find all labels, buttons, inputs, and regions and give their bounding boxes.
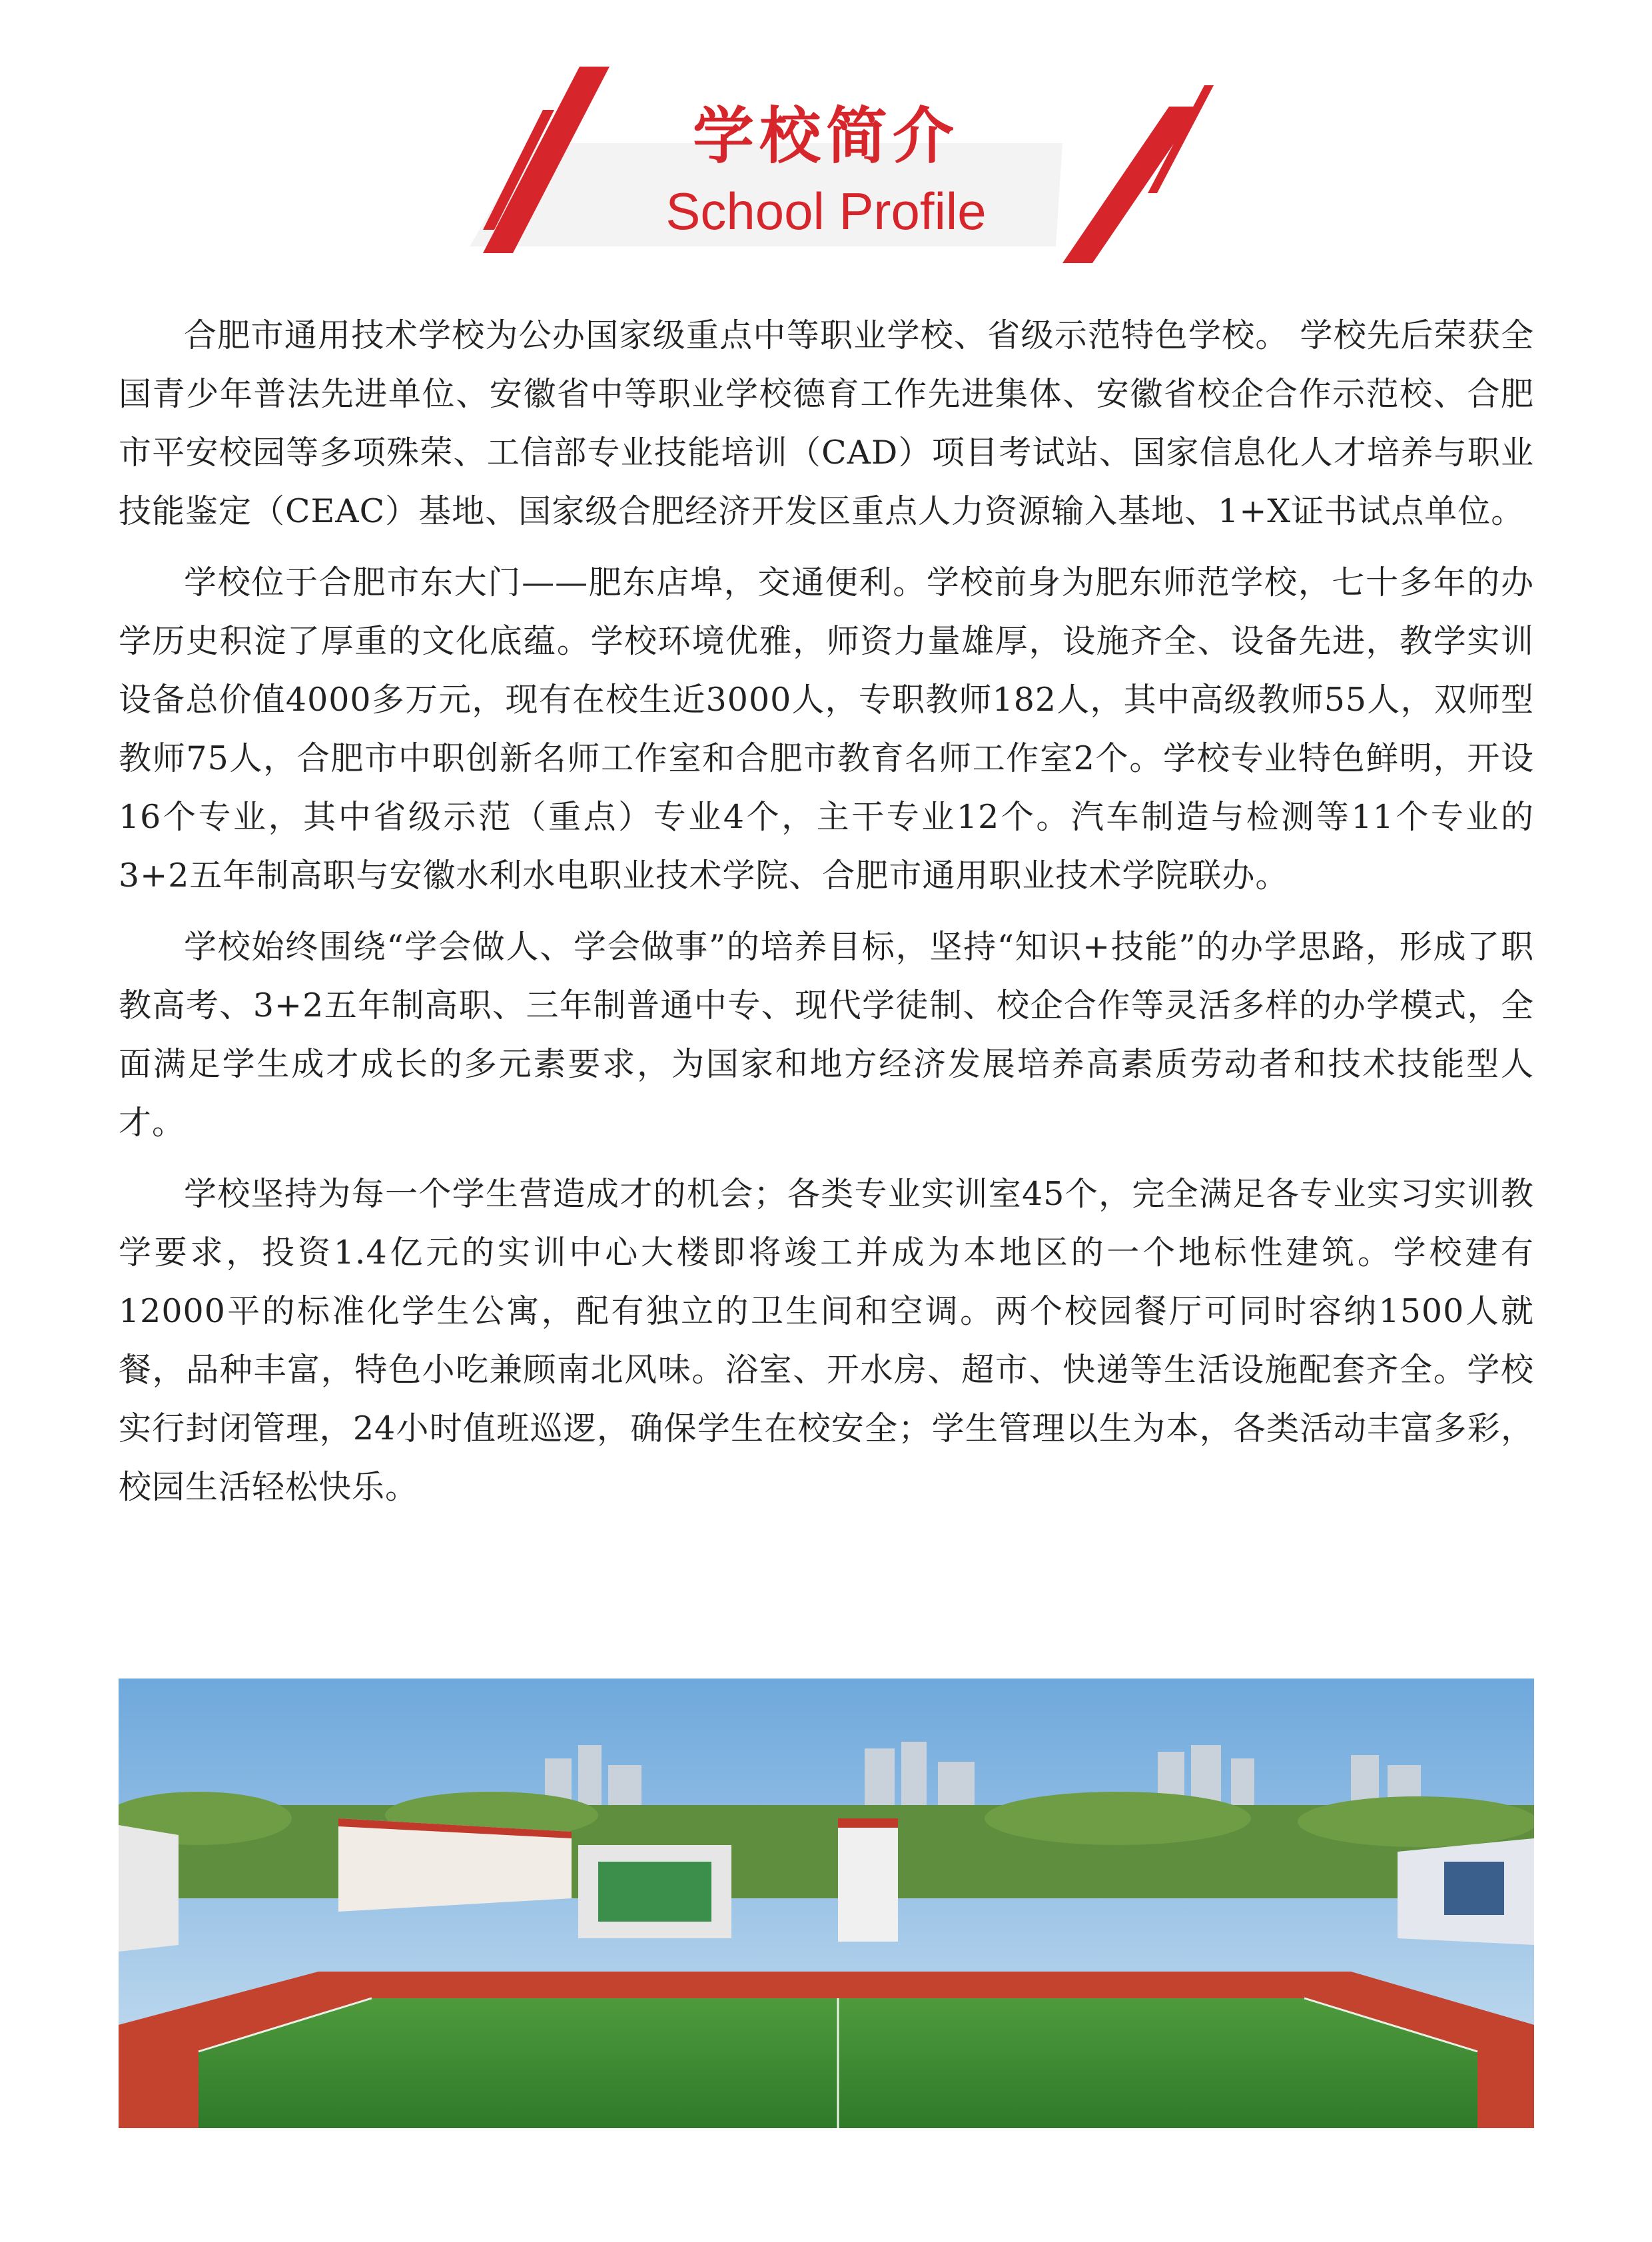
page-title-chinese: 学校简介 [692,101,959,172]
profile-text [119,306,1534,1529]
campus-aerial-photo [119,1679,1534,2128]
paragraph-facilities: 学校坚持为每一个学生营造成才的机会；各类专业实训室45个，完全满足各专业实习实训教学要求，投资1.4亿元的实训中心大楼即将竣工并成为本地区的一个地标性建筑。学校建有12000平的标准化学生公寓，配有独立的卫生间和空调。两个校园餐厅可同时容纳1500人就餐，品种丰富，特色小吃兼顾南北风味。浴室、开水房、超市、快递等生活设施配套齐全。学校实行封闭管理，24小时值班巡逻，确保学生在校安全；学生管理以生为本，各类活动丰富多彩，校园生活轻松快乐。 [119,1175,1534,1506]
page-title-english: School Profile [665,182,987,240]
paragraph-location: 学校位于合肥市东大门——肥东店埠，交通便利。学校前身为肥东师范学校，七十多年的办学历史积淀了厚重的文化底蕴。学校环境优雅，师资力量雄厚，设施齐全、设备先进，教学实训设备总价值4000多万元，现有在校生近3000人，专职教师182人，其中高级教师55人，双师型教师75人，合肥市中职创新名师工作室和合肥市教育名师工作室2个。学校专业特色鲜明，开设16个专业，其中省级示范（重点）专业4个，主干专业12个。汽车制造与检测等11个专业的3+2五年制高职与安徽水利水电职业技术学院、合肥市通用职业技术学院联办。 [119,563,1534,895]
paragraph-goals: 学校始终围绕“学会做人、学会做事”的培养目标，坚持“知识+技能”的办学思路，形成了职教高考、3+2五年制高职、三年制普通中专、现代学徒制、校企合作等灵活多样的办学模式，全面满足学生成才成长的多元素要求，为国家和地方经济发展培养高素质劳动者和技术技能型人才。 [119,928,1534,1142]
right-slash-large [1062,107,1199,263]
campus-photo-illustration [119,1679,1534,2128]
paragraph-intro: 合肥市通用技术学校为公办国家级重点中等职业学校、省级示范特色学校。 学校先后荣获全国青少年普法先进单位、安徽省中等职业学校德育工作先进集体、安徽省校企合作示范校、合肥市平安校园等多项殊荣、工信部专业技能培训（CAD）项目考试站、国家信息化人才培养与职业技能鉴定（CEAC）基地、国家级合肥经济开发区重点人力资源输入基地、1+X证书试点单位。 [119,316,1534,530]
page-header [0,0,1652,280]
